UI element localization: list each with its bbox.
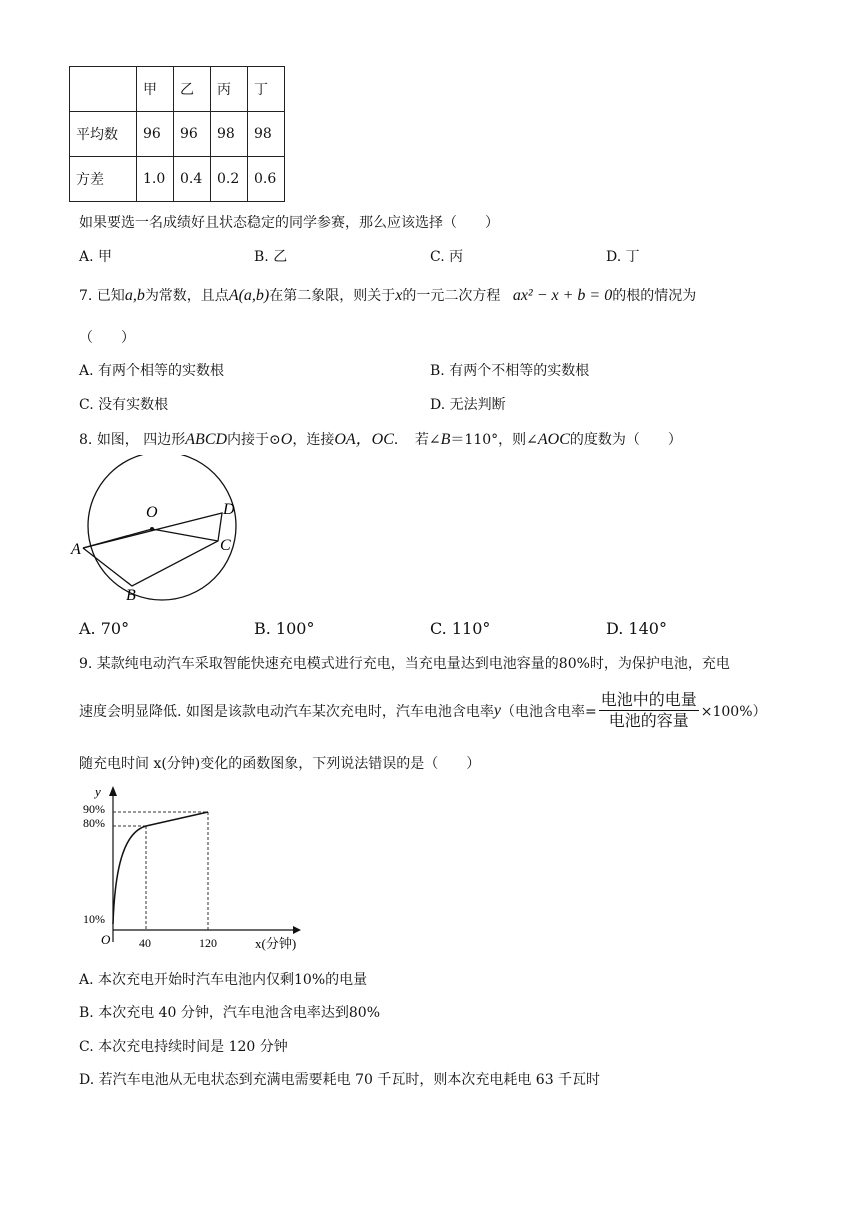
table-cell: 96 (137, 112, 174, 157)
label-c: C (220, 537, 231, 554)
q9-line2 (79, 690, 767, 731)
q8-text: ． 若∠ (393, 432, 441, 448)
table-cell: 98 (211, 112, 248, 157)
x-axis-arrow-icon (293, 926, 301, 934)
segment-oc (152, 529, 218, 541)
q8-option-b[interactable]: B. 100° (254, 619, 315, 638)
q8-circle: O (280, 431, 293, 448)
table-cell: 0.2 (211, 157, 248, 202)
q8-option-a[interactable]: A. 70° (79, 619, 130, 638)
table-header-cell: 甲 (137, 67, 174, 112)
quadrilateral (83, 513, 222, 586)
q8-text: ＝110°，则∠ (450, 432, 538, 448)
q6-option-b[interactable]: B. 乙 (254, 249, 288, 265)
y-axis-label: y (95, 784, 101, 799)
label-d: D (223, 501, 235, 518)
y-axis-arrow-icon (109, 786, 117, 796)
q9-option-a[interactable]: A. 本次充电开始时汽车电池内仅剩10%的电量 (79, 972, 368, 988)
charge-graph (75, 780, 305, 960)
q7-stem (79, 285, 696, 305)
circle-figure (70, 455, 250, 605)
q7-option-d[interactable]: D. 无法判断 (430, 397, 506, 413)
q7-text: 已知 (96, 288, 125, 304)
q9-line3: 随充电时间 x(分钟)变化的函数图象，下列说法错误的是（ ） (79, 756, 481, 772)
table-header-cell: 乙 (174, 67, 211, 112)
q7-vars: a,b (124, 287, 145, 304)
table-cell: 0.6 (248, 157, 285, 202)
table-header-cell: 丁 (248, 67, 285, 112)
table-row (70, 112, 285, 157)
table-cell: 96 (174, 112, 211, 157)
q7-text: 的一元二次方程 (402, 288, 501, 304)
x-tick-120: 120 (199, 936, 217, 950)
table-header-row (70, 67, 285, 112)
q8-option-c[interactable]: C. 110° (430, 619, 491, 638)
center-dot (150, 527, 154, 531)
q8-option-d[interactable]: D. 140° (606, 619, 667, 638)
q6-option-d[interactable]: D. 丁 (606, 249, 640, 265)
x-tick-40: 40 (139, 936, 151, 950)
q7-text: 的根的情况为 (612, 288, 697, 304)
table-header-cell: 丙 (211, 67, 248, 112)
table-row (70, 157, 285, 202)
q6-option-c[interactable]: C. 丙 (430, 249, 464, 265)
q9-option-c[interactable]: C. 本次充电持续时间是 120 分钟 (79, 1039, 288, 1055)
y-tick-80: 80% (83, 816, 105, 830)
table-cell: 平均数 (70, 112, 137, 157)
q9-option-b[interactable]: B. 本次充电 40 分钟，汽车电池含电率达到80% (79, 1005, 381, 1021)
q8-stem (79, 426, 682, 449)
q9-option-d[interactable]: D. 若汽车电池从无电状态到充满电需要耗电 70 千瓦时，则本次充电耗电 63 千瓦时 (79, 1072, 601, 1088)
q8-segs: OA，OC (334, 431, 394, 448)
guide-lines (113, 812, 208, 930)
q7-option-a[interactable]: A. 有两个相等的实数根 (79, 363, 225, 379)
q9-line1: 9. 某款纯电动汽车采取智能快速充电模式进行充电，当充电量达到电池容量的80%时，为保护电池，充电 (79, 656, 730, 672)
q9-text: （电池含电率= (501, 703, 597, 720)
q8-text: 的度数为（ ） (569, 432, 682, 448)
q8-angle-aoc: AOC (537, 431, 570, 448)
q7-point: A(a,b) (228, 287, 270, 304)
table-cell: 方差 (70, 157, 137, 202)
label-b: B (126, 587, 136, 604)
q7-number: 7. (79, 288, 93, 304)
q6-stem: 如果要选一名成绩好且状态稳定的同学参赛，那么应该选择（ ） (79, 215, 499, 231)
label-a: A (71, 541, 81, 558)
table-cell: 1.0 (137, 157, 174, 202)
q9-fraction (599, 690, 699, 731)
q8-text: 内接于⊙ (227, 432, 281, 448)
q7-option-c[interactable]: C. 没有实数根 (79, 397, 169, 413)
label-o: O (146, 504, 158, 521)
x-axis-label: x(分钟) (255, 936, 297, 951)
q7-equation: ax² − x + b = 0 (512, 287, 613, 304)
q7-text: 在第二象限，则关于 (269, 288, 396, 304)
charge-curve (113, 812, 208, 924)
origin-label: O (101, 932, 111, 947)
q9-y: y (493, 701, 502, 719)
fraction-numerator: 电池中的电量 (600, 690, 697, 709)
q7-x: x (395, 287, 403, 304)
score-table (69, 66, 285, 202)
table-header-cell (70, 67, 137, 112)
q8-angle-b: B (440, 431, 451, 448)
q8-text: 如图， (96, 432, 139, 448)
q7-text: 为常数，且点 (144, 288, 229, 304)
q8-quad: ABCD (185, 431, 228, 448)
table-cell: 98 (248, 112, 285, 157)
segment-oa (83, 529, 152, 548)
table-cell: 0.4 (174, 157, 211, 202)
q9-text: 速度会明显降低. 如图是该款电动汽车某次充电时，汽车电池含电率 (79, 703, 494, 720)
y-tick-90: 90% (83, 802, 105, 816)
q7-paren: （ ） (79, 330, 135, 346)
q7-option-b[interactable]: B. 有两个不相等的实数根 (430, 363, 590, 379)
q8-text: ，连接 (292, 432, 335, 448)
q9-text: ×100%） (700, 703, 767, 720)
q8-number: 8. (79, 432, 93, 448)
fraction-denominator: 电池的容量 (608, 711, 689, 730)
q6-option-a[interactable]: A. 甲 (79, 249, 113, 265)
y-tick-10: 10% (83, 912, 105, 926)
q8-text: 四边形 (143, 432, 186, 448)
